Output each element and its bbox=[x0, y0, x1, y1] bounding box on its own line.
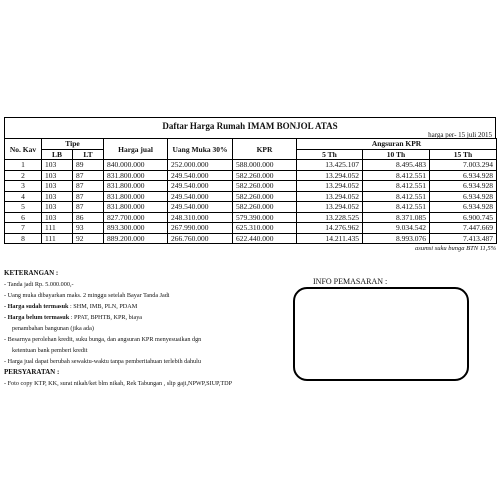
cell-kpr: 582.260.000 bbox=[233, 202, 297, 213]
note-line: - Tanda jadi Rp. 5.000.000,- bbox=[4, 281, 74, 288]
cell-kpr: 588.000.000 bbox=[233, 160, 297, 171]
price-date: harga per- 15 juli 2015 bbox=[428, 131, 492, 139]
cell-lb: 111 bbox=[42, 223, 73, 234]
cell-10th: 8.412.551 bbox=[363, 202, 430, 213]
table-row bbox=[5, 223, 497, 234]
cell-harga: 840.000.000 bbox=[104, 160, 168, 171]
cell-10th: 8.412.551 bbox=[363, 191, 430, 202]
cell-kav: 4 bbox=[5, 191, 42, 202]
note-line: - Harga jual dapat berubah sewaktu-waktu tanpa pemberitahuan terlebih dahulu bbox=[4, 358, 201, 365]
cell-15th: 6.934.928 bbox=[430, 191, 497, 202]
cell-10th: 8.412.551 bbox=[363, 170, 430, 181]
requirements-heading: PERSYARATAN : bbox=[4, 368, 60, 376]
price-sheet bbox=[4, 117, 496, 254]
note-bold: - Harga belum termasuk bbox=[4, 314, 70, 321]
cell-kpr: 625.310.000 bbox=[233, 223, 297, 234]
cell-harga: 889.200.000 bbox=[104, 233, 168, 244]
note-bold: - Harga sudah termasuk bbox=[4, 303, 69, 310]
cell-lt: 93 bbox=[73, 223, 104, 234]
cell-lt: 86 bbox=[73, 212, 104, 223]
cell-5th: 14.276.962 bbox=[297, 223, 363, 234]
cell-harga: 827.700.000 bbox=[104, 212, 168, 223]
header-lt: LT bbox=[73, 149, 104, 160]
cell-15th: 7.447.669 bbox=[430, 223, 497, 234]
cell-lt: 87 bbox=[73, 191, 104, 202]
cell-lb: 103 bbox=[42, 160, 73, 171]
cell-10th: 8.412.551 bbox=[363, 181, 430, 192]
cell-5th: 13.294.052 bbox=[297, 202, 363, 213]
info-pemasaran-label: INFO PEMASARAN : bbox=[313, 277, 388, 286]
table-row bbox=[5, 233, 497, 244]
cell-lb: 103 bbox=[42, 202, 73, 213]
cell-kpr: 579.390.000 bbox=[233, 212, 297, 223]
cell-5th: 14.211.435 bbox=[297, 233, 363, 244]
cell-15th: 6.934.928 bbox=[430, 202, 497, 213]
table-row bbox=[5, 191, 497, 202]
cell-kpr: 582.260.000 bbox=[233, 181, 297, 192]
header-uang-muka: Uang Muka 30% bbox=[168, 139, 233, 160]
cell-harga: 831.800.000 bbox=[104, 202, 168, 213]
cell-kav: 5 bbox=[5, 202, 42, 213]
cell-uang-muka: 252.000.000 bbox=[168, 160, 233, 171]
cell-kav: 3 bbox=[5, 181, 42, 192]
cell-15th: 6.934.928 bbox=[430, 170, 497, 181]
info-pemasaran-box bbox=[293, 287, 469, 381]
cell-5th: 13.294.052 bbox=[297, 191, 363, 202]
header-5th: 5 Th bbox=[297, 149, 363, 160]
cell-lb: 111 bbox=[42, 233, 73, 244]
header-kpr: KPR bbox=[233, 139, 297, 160]
header-tipe: Tipe bbox=[42, 139, 104, 150]
note-text: : PPAT, BPHTB, KPR, biaya bbox=[69, 314, 143, 321]
cell-kpr: 622.440.000 bbox=[233, 233, 297, 244]
cell-10th: 8.371.085 bbox=[363, 212, 430, 223]
cell-10th: 8.993.076 bbox=[363, 233, 430, 244]
note-line: - Besarnya perolehan kredit, suku bunga, dan angsuran KPR menyesuaikan dgn bbox=[4, 336, 202, 343]
cell-harga: 831.800.000 bbox=[104, 170, 168, 181]
cell-5th: 13.228.525 bbox=[297, 212, 363, 223]
cell-kav: 1 bbox=[5, 160, 42, 171]
cell-5th: 13.425.107 bbox=[297, 160, 363, 171]
note-line: - Foto copy KTP, KK, surat nikah/ket blm nikah, Rek Tabungan , slip gaji,NPWP,SIUP,TDP bbox=[4, 380, 233, 387]
cell-kpr: 582.260.000 bbox=[233, 191, 297, 202]
title-box bbox=[4, 117, 496, 138]
table-row bbox=[5, 160, 497, 171]
cell-lb: 103 bbox=[42, 170, 73, 181]
cell-harga: 893.300.000 bbox=[104, 223, 168, 234]
interest-footnote: asumsi suku bunga BTN 11,5% bbox=[415, 245, 496, 252]
cell-harga: 831.800.000 bbox=[104, 191, 168, 202]
header-15th: 15 Th bbox=[430, 149, 497, 160]
cell-15th: 6.934.928 bbox=[430, 181, 497, 192]
table-row bbox=[5, 181, 497, 192]
cell-harga: 831.800.000 bbox=[104, 181, 168, 192]
cell-uang-muka: 249.540.000 bbox=[168, 191, 233, 202]
cell-lb: 103 bbox=[42, 181, 73, 192]
cell-15th: 6.900.745 bbox=[430, 212, 497, 223]
cell-lt: 87 bbox=[73, 202, 104, 213]
cell-kav: 6 bbox=[5, 212, 42, 223]
cell-lt: 87 bbox=[73, 181, 104, 192]
note-line bbox=[4, 312, 284, 323]
note-line bbox=[4, 301, 284, 312]
cell-lt: 92 bbox=[73, 233, 104, 244]
cell-5th: 13.294.052 bbox=[297, 181, 363, 192]
note-line: - Uang muka dibayarkan maks. 2 minggu setelah Bayar Tanda Jadi bbox=[4, 292, 170, 299]
cell-uang-muka: 249.540.000 bbox=[168, 181, 233, 192]
cell-uang-muka: 267.990.000 bbox=[168, 223, 233, 234]
table-row bbox=[5, 170, 497, 181]
header-lb: LB bbox=[42, 149, 73, 160]
cell-lt: 89 bbox=[73, 160, 104, 171]
cell-lt: 87 bbox=[73, 170, 104, 181]
cell-kav: 7 bbox=[5, 223, 42, 234]
cell-kav: 8 bbox=[5, 233, 42, 244]
table-row bbox=[5, 212, 497, 223]
cell-5th: 13.294.052 bbox=[297, 170, 363, 181]
cell-15th: 7.413.487 bbox=[430, 233, 497, 244]
notes-heading: KETERANGAN : bbox=[4, 269, 59, 277]
cell-lb: 103 bbox=[42, 191, 73, 202]
cell-uang-muka: 248.310.000 bbox=[168, 212, 233, 223]
price-table bbox=[4, 138, 497, 244]
note-line: penambahan bangunan (jika ada) bbox=[12, 325, 94, 332]
page-title: Daftar Harga Rumah IMAM BONJOL ATAS bbox=[162, 121, 338, 131]
cell-uang-muka: 266.760.000 bbox=[168, 233, 233, 244]
notes-section bbox=[4, 268, 284, 389]
cell-uang-muka: 249.540.000 bbox=[168, 170, 233, 181]
header-10th: 10 Th bbox=[363, 149, 430, 160]
header-no-kav: No. Kav bbox=[5, 139, 42, 160]
header-angsuran: Angsuran KPR bbox=[297, 139, 497, 150]
cell-10th: 9.034.542 bbox=[363, 223, 430, 234]
cell-10th: 8.495.483 bbox=[363, 160, 430, 171]
cell-lb: 103 bbox=[42, 212, 73, 223]
note-line: ketentuan bank pemberi kredit bbox=[12, 347, 88, 354]
table-row bbox=[5, 202, 497, 213]
cell-kpr: 582.260.000 bbox=[233, 170, 297, 181]
cell-15th: 7.003.294 bbox=[430, 160, 497, 171]
note-text: : SHM, IMB, PLN, PDAM bbox=[68, 303, 138, 310]
cell-uang-muka: 249.540.000 bbox=[168, 202, 233, 213]
header-harga-jual: Harga jual bbox=[104, 139, 168, 160]
cell-kav: 2 bbox=[5, 170, 42, 181]
